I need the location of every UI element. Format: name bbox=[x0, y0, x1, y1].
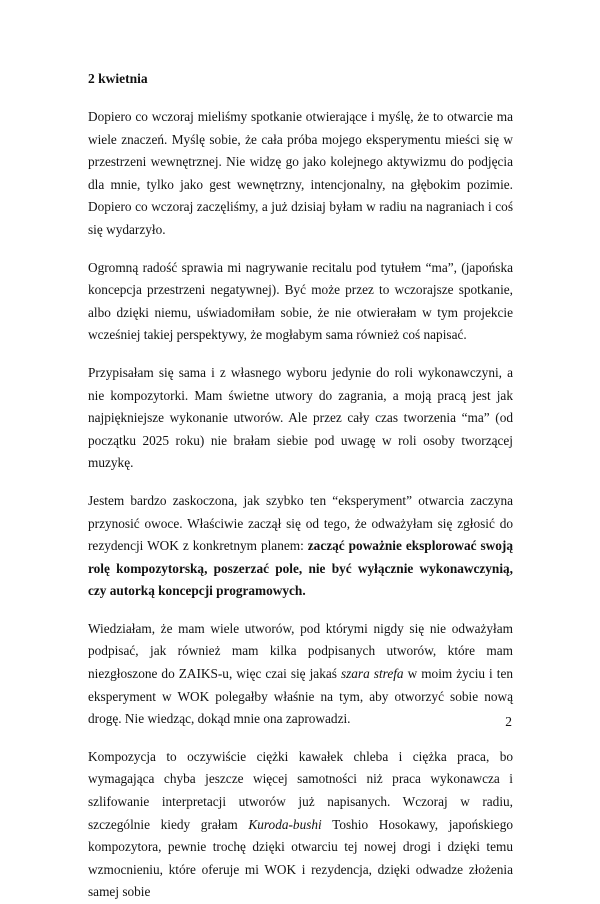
paragraph-5 bbox=[88, 618, 513, 731]
paragraph-2: Ogromną radość sprawia mi nagrywanie recitalu pod tytułem “ma”, (japońska koncepcja przestrzeni negatywnej). Być może przez to wczorajsze spotkanie, albo dzięki niemu, uświadomiłam sobie, że nie otwierałam w tym projekcie wcześniej takiej perspektywy, że mogłabym sama również coś napisać. bbox=[88, 259, 513, 343]
paragraph-6-text-after: Toshio Hosokawy, japońskiego kompozytora, pewnie trochę dzięki otwarciu tej nowej drogi i dzięki temu wzmocnieniu, które oferuje mi WOK i rezydencja, dzięki odwadze złożenia samej sobie bbox=[88, 816, 513, 900]
paragraph-4-text: Jestem bardzo zaskoczona, jak szybko ten “eksperyment” otwarcia zaczyna przynosić owoce. Właściwie zaczął się od tego, że odważyłam się zgłosić do rezydencji WOK z konkretnym planem: bbox=[88, 492, 513, 554]
paragraph-3: Przypisałam się sama i z własnego wyboru jedynie do roli wykonawczyni, a nie kompozytorki. Mam świetne utwory do zagrania, a moją pracą jest jak najpiękniejsze wykonanie utworów. Ale przez cały czas tworzenia “ma” (od początku 2025 roku) nie brałam siebie pod uwagę w roli osoby tworzącej muzykę. bbox=[88, 364, 513, 471]
paragraph-5-text-before: Wiedziałam, że mam wiele utworów, pod którymi nigdy się nie odważyłam podpisać, jak również mam kilka podpisanych utworów, które mam niezgłoszone do ZAIKS-u, więc czai się jakaś bbox=[88, 620, 513, 682]
paragraph-4 bbox=[88, 490, 513, 603]
paragraph-5-italic-text: szara strefa bbox=[340, 666, 404, 682]
paragraph-6-text-before: Kompozycja to oczywiście ciężki kawałek chleba i ciężka praca, bo wymagająca chyba jeszcze więcej samotności niż praca wykonawcza i szlifowanie interpretacji utworów już napisanych. Wczoraj w radiu, szczególnie kiedy grałam bbox=[88, 748, 513, 832]
paragraph-6 bbox=[88, 746, 513, 904]
paragraph-1: Dopiero co wczoraj mieliśmy spotkanie otwierające i myślę, że to otwarcie ma wiele znaczeń. Myślę sobie, że cała próba mojego eksperymentu mieści się w przestrzeni wewnętrznej. Nie widzę go jako kolejnego aktywizmu do podjęcia dla mnie, tylko jako gest wewnętrzny, intencjonalny, na głębokim pozimie. Dopiero co wczoraj zaczęliśmy, a już dzisiaj byłam w radiu na nagraniach i coś się wydarzyło. bbox=[88, 109, 513, 237]
paragraph-5-text-after: w moim życiu i ten eksperyment w WOK polegałby właśnie na tym, aby otworzyć sobie nową drogę. Nie wiedząc, dokąd mnie ona zaprowadzi. bbox=[88, 666, 513, 727]
paragraph-4-bold-text: zacząć poważnie eksplorować swoją rolę kompozytorską, poszerzać pole, nie być wyłącznie wykonawczynią, czy autorką koncepcji programowych. bbox=[88, 538, 513, 599]
date-heading: 2 kwietnia bbox=[88, 71, 148, 86]
paragraph-6-italic-text: Kuroda-bushi bbox=[248, 816, 322, 832]
page-content bbox=[88, 70, 513, 904]
page-number: 2 bbox=[505, 714, 512, 729]
